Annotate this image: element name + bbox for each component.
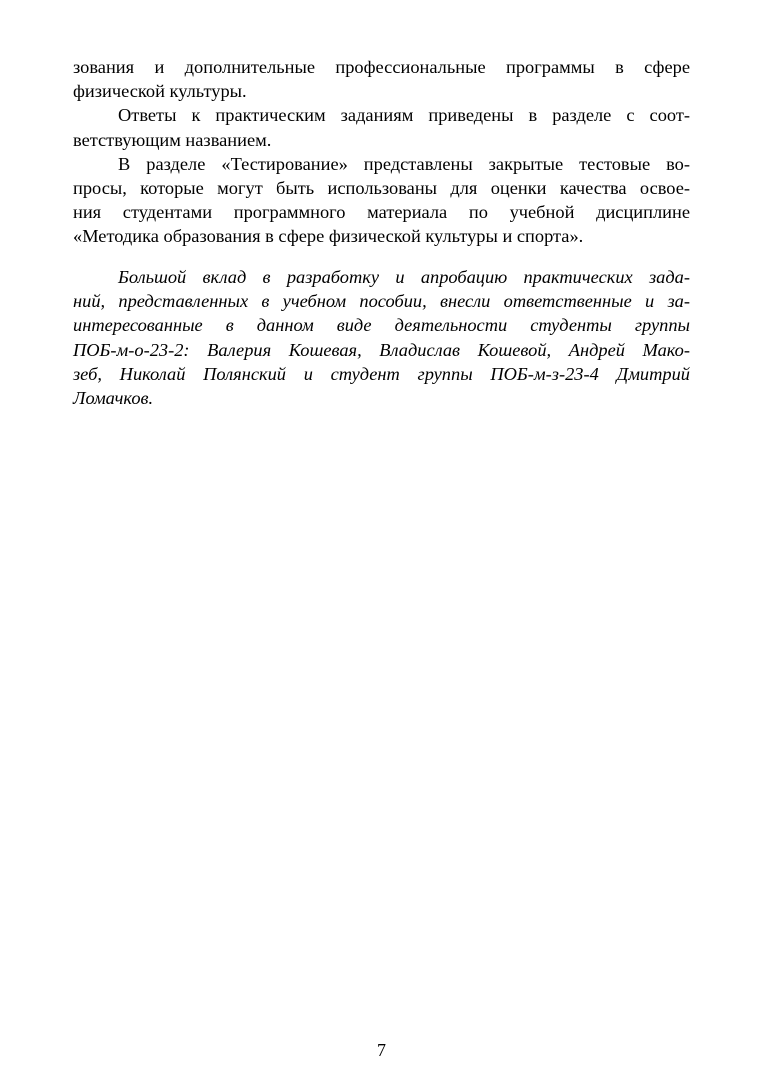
text-line: ветствующим названием.: [73, 129, 272, 150]
paragraph-testing: [73, 152, 690, 249]
paragraph-answers: [73, 103, 690, 151]
text-line: зования и дополнительные профессиональные программы в сфере: [73, 57, 690, 77]
body-text: [73, 55, 690, 249]
text-line: физической культуры.: [73, 81, 247, 102]
acknowledgement-paragraph: [73, 265, 690, 410]
text-line: Большой вклад в разработку и апробацию практических зада-: [118, 267, 690, 287]
text-line: ПОБ-м-о-23-2: Валерия Кошевая, Владислав Кошевой, Андрей Мако-: [73, 339, 690, 360]
text-line: Ломачков.: [73, 388, 154, 409]
text-line: зеб, Николай Полянский и студент группы ПОБ-м-з-23-4 Дмитрий: [73, 363, 690, 384]
text-line: интересованные в данном виде деятельности студенты группы: [73, 315, 690, 336]
paragraph-intro-continuation: [73, 55, 690, 103]
text-line: ния студентами программного материала по учебной дисциплине: [73, 202, 690, 223]
text-line: Ответы к практическим заданиям приведены в разделе с соот-: [118, 105, 690, 126]
text-line: «Методика образования в сфере физической культуры и спорта».: [73, 226, 584, 247]
text-line: просы, которые могут быть использованы для оценки качества освое-: [73, 178, 690, 199]
page-number: 7: [377, 1040, 386, 1060]
text-line: В разделе «Тестирование» представлены закрытые тестовые во-: [118, 153, 690, 174]
text-line: ний, представленных в учебном пособии, внесли ответственные и за-: [73, 291, 690, 312]
